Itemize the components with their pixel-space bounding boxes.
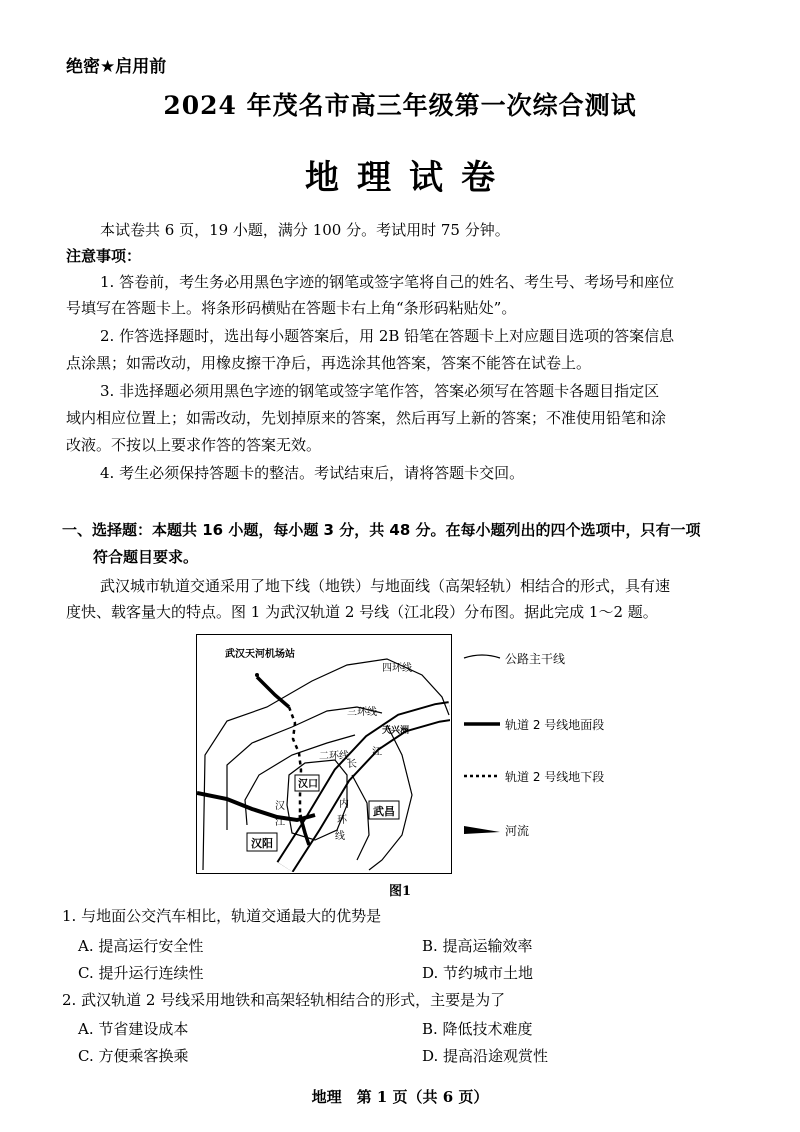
thin-line-icon (462, 650, 502, 666)
label-ring3: 三环线 (347, 707, 377, 718)
confidential-label: 绝密★启用前 (66, 57, 167, 77)
q2-option-d[interactable]: D. 提高沿途观赏性 (422, 1047, 549, 1065)
note-item-3-line1: 3. 非选择题必须用黑色字迹的钢笔或签字笔作答，答案必须写在答题卡各题目指定区 (100, 382, 660, 400)
q2-option-c[interactable]: C. 方便乘客换乘 (78, 1047, 189, 1065)
section-heading-line1: 一、选择题：本题共 16 小题，每小题 3 分，共 48 分。在每小题列出的四个选项中，只有一项 (62, 521, 701, 539)
label-ring4: 四环线 (382, 663, 412, 674)
label-wuchang: 武昌 (373, 805, 395, 818)
question-1-stem: 1. 与地面公交汽车相比，轨道交通最大的优势是 (62, 907, 382, 925)
note-item-2-line2: 点涂黑；如需改动，用橡皮擦干净后，再选涂其他答案，答案不能答在试卷上。 (66, 354, 592, 372)
note-item-1-line2: 号填写在答题卡上。将条形码横贴在答题卡右上角“条形码粘贴处”。 (66, 299, 517, 317)
label-jiang: 江 (275, 817, 285, 828)
figure-caption: 图1 (388, 884, 412, 899)
label-hanyang: 汉阳 (251, 837, 273, 850)
q1-option-b[interactable]: B. 提高运输效率 (422, 937, 533, 955)
legend-highway: 公路主干线 (505, 652, 566, 666)
intro-text: 本试卷共 6 页，19 小题，满分 100 分。考试用时 75 分钟。 (100, 221, 510, 239)
label-han: 汉 (275, 801, 285, 812)
legend-line2-underground: 轨道 2 号线地下段 (505, 770, 605, 784)
note-item-2-line1: 2. 作答选择题时，选出每小题答案后，用 2B 铅笔在答题卡上对应题目选项的答案信息 (100, 327, 675, 345)
label-huan: 环 (337, 815, 347, 826)
note-item-3-line2: 域内相应位置上；如需改动，先划掉原来的答案，然后再写上新的答案；不准使用铅笔和涂 (66, 409, 667, 427)
second-ring-road-east (352, 775, 369, 860)
passage-line2: 度快、载客量大的特点。图 1 为武汉轨道 2 号线（江北段）分布图。据此完成 1～2 题。 (66, 603, 658, 621)
note-item-3-line3: 改液。不按以上要求作答的答案无效。 (66, 436, 322, 454)
river-icon (462, 822, 502, 838)
airport-station-dot (255, 673, 259, 677)
han-river (197, 793, 315, 820)
dashed-line-icon (462, 768, 502, 784)
q2-option-a[interactable]: A. 节省建设成本 (78, 1020, 189, 1038)
label-xian: 线 (335, 831, 345, 842)
note-item-1-line1: 1. 答卷前，考生务必用黑色字迹的钢笔或签字笔将自己的姓名、考生号、考场号和座位 (100, 273, 675, 291)
q1-option-c[interactable]: C. 提升运行连续性 (78, 964, 204, 982)
fourth-ring-road (203, 659, 449, 870)
passage-line1: 武汉城市轨道交通采用了地下线（地铁）与地面线（高架轻轨）相结合的形式，具有速 (100, 577, 671, 595)
label-nei: 内 (339, 799, 349, 810)
q1-option-d[interactable]: D. 节约城市土地 (422, 964, 534, 982)
label-tianxingzhou: 天兴洲 (382, 726, 410, 736)
thick-line-icon (462, 716, 502, 732)
label-hankou: 汉口 (298, 779, 318, 790)
question-2-stem: 2. 武汉轨道 2 号线采用地铁和高架轻轨相结合的形式，主要是为了 (62, 991, 506, 1009)
note-item-4-line1: 4. 考生必须保持答题卡的整洁。考试结束后，请将答题卡交回。 (100, 464, 525, 482)
exam-title: 2024 年茂名市高三年级第一次综合测试 (163, 91, 637, 120)
label-jiang2: 江 (372, 747, 382, 758)
line2-ground-north (257, 677, 289, 707)
wuhan-metro-map (196, 634, 452, 874)
q2-option-b[interactable]: B. 降低技术难度 (422, 1020, 533, 1038)
label-airport: 武汉天河机场站 (225, 649, 295, 660)
legend-river: 河流 (505, 824, 530, 838)
page-footer: 地理 第 1 页（共 6 页） (311, 1088, 489, 1106)
label-ring2: 二环线 (319, 751, 349, 762)
notes-heading: 注意事项： (66, 247, 142, 265)
subject-title: 地理试卷 (305, 158, 513, 198)
q1-option-a[interactable]: A. 提高运行安全性 (78, 937, 204, 955)
map-svg (197, 635, 450, 872)
label-chang: 长 (347, 759, 357, 770)
legend-line2-ground: 轨道 2 号线地面段 (505, 718, 605, 732)
section-heading-line2: 符合题目要求。 (93, 548, 199, 566)
